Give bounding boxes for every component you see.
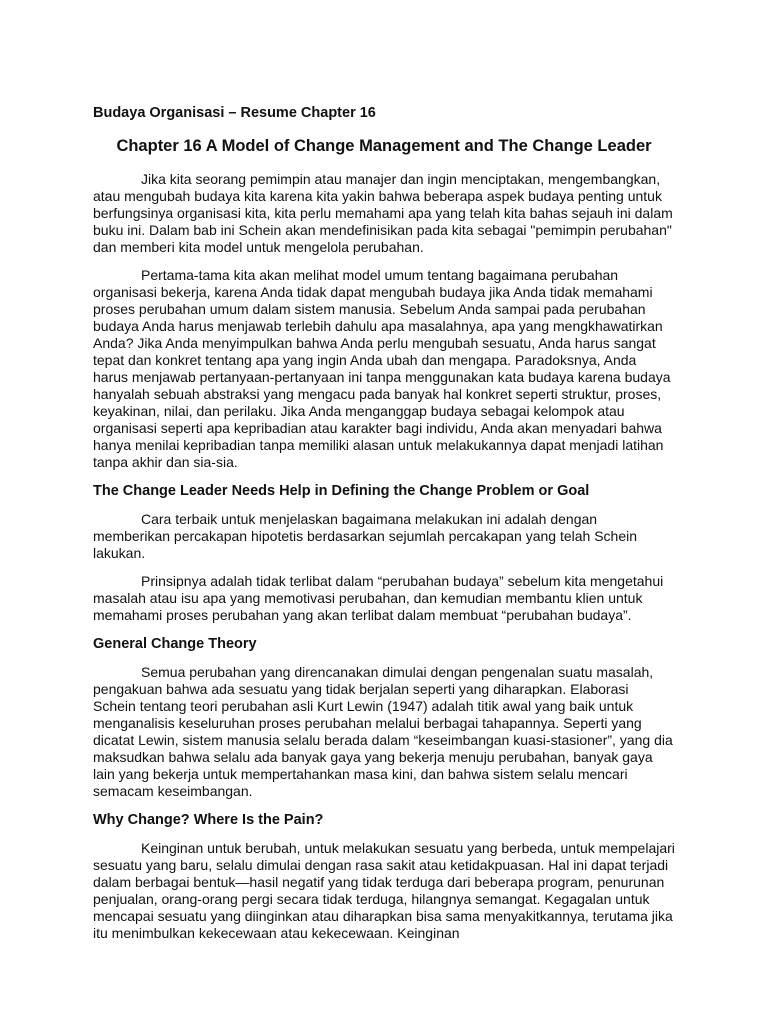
section-paragraph: Cara terbaik untuk menjelaskan bagaimana melakukan ini adalah dengan memberikan percakapan hipotetis berdasarkan sejumlah percakapan yang telah Schein lakukan.: [93, 511, 637, 561]
intro-paragraph: Pertama-tama kita akan melihat model umum tentang bagaimana perubahan organisasi bekerja, karena Anda tidak dapat mengubah budaya jika Anda tidak memahami proses perubahan umum dalam sistem manusia. Sebelum Anda sampai pada perubahan budaya Anda harus menjawab terlebih dahulu apa masalahnya, apa yang mengkhawatirkan Anda? Jika Anda menyimpulkan bahwa Anda perlu mengubah sesuatu, Anda harus sangat tepat dan konkret tentang apa yang ingin Anda ubah dan mengapa. Paradoksnya, Anda harus menjawab pertanyaan-pertanyaan ini tanpa menggunakan kata budaya karena budaya hanyalah sebuah abstraksi yang mengacu pada banyak hal konkret seperti struktur, proses, keyakinan, nilai, dan perilaku. Jika Anda menganggap budaya sebagai kelompok atau organisasi seperti apa kepribadian atau karakter bagi individu, Anda akan menyadari bahwa hanya menilai kepribadian tanpa memiliki alasan untuk melakukannya dapat menjadi latihan tanpa akhir dan sia-sia.: [93, 267, 671, 470]
section-paragraph: Prinsipnya adalah tidak terlibat dalam “perubahan budaya” sebelum kita mengetahui masalah atau isu apa yang memotivasi perubahan, dan kemudian membantu klien untuk memahami proses perubahan yang akan terlibat dalam membuat “perubahan budaya”.: [93, 573, 664, 623]
document-header: Budaya Organisasi – Resume Chapter 16: [93, 105, 376, 121]
chapter-title: Chapter 16 A Model of Change Management and The Change Leader: [116, 137, 652, 155]
section-paragraph: Semua perubahan yang direncanakan dimulai dengan pengenalan suatu masalah, pengakuan bahwa ada sesuatu yang tidak berjalan seperti yang diharapkan. Elaborasi Schein tentang teori perubahan asli Kurt Lewin (1947) adalah titik awal yang baik untuk menganalisis keseluruhan proses perubahan melalui berbagai tahapannya. Seperti yang dicatat Lewin, sistem manusia selalu berada dalam “keseimbangan kuasi-stasioner”, yang dia maksudkan bahwa selalu ada banyak gaya yang bekerja menuju perubahan, banyak gaya lain yang bekerja untuk mempertahankan masa kini, dan bahwa sistem selalu mencari semacam keseimbangan.: [93, 664, 673, 799]
section-paragraph: Keinginan untuk berubah, untuk melakukan sesuatu yang berbeda, untuk mempelajari sesuatu yang baru, selalu dimulai dengan rasa sakit atau ketidakpuasan. Hal ini dapat terjadi dalam berbagai bentuk—hasil negatif yang tidak terduga dari beberapa program, penurunan penjualan, orang-orang pergi secara tidak terduga, hilangnya semangat. Kegagalan untuk mencapai sesuatu yang diinginkan atau diharapkan bisa sama menyakitkannya, terutama jika itu menimbulkan kekecewaan atau kekecewaan. Keinginan: [93, 840, 675, 941]
section-heading-general-change-theory: General Change Theory: [93, 636, 257, 652]
document-page: [93, 104, 675, 953]
intro-paragraph: Jika kita seorang pemimpin atau manajer dan ingin menciptakan, mengembangkan, atau mengubah budaya kita karena kita yakin bahwa beberapa aspek budaya penting untuk berfungsinya organisasi kita, kita perlu memahami apa yang telah kita bahas sejauh ini dalam buku ini. Dalam bab ini Schein akan mendefinisikan pada kita sebagai "pemimpin perubahan" dan memberi kita model untuk mengelola perubahan.: [93, 171, 673, 255]
section-heading-change-leader: The Change Leader Needs Help in Defining the Change Problem or Goal: [93, 483, 590, 499]
section-heading-why-change: Why Change? Where Is the Pain?: [93, 812, 324, 828]
